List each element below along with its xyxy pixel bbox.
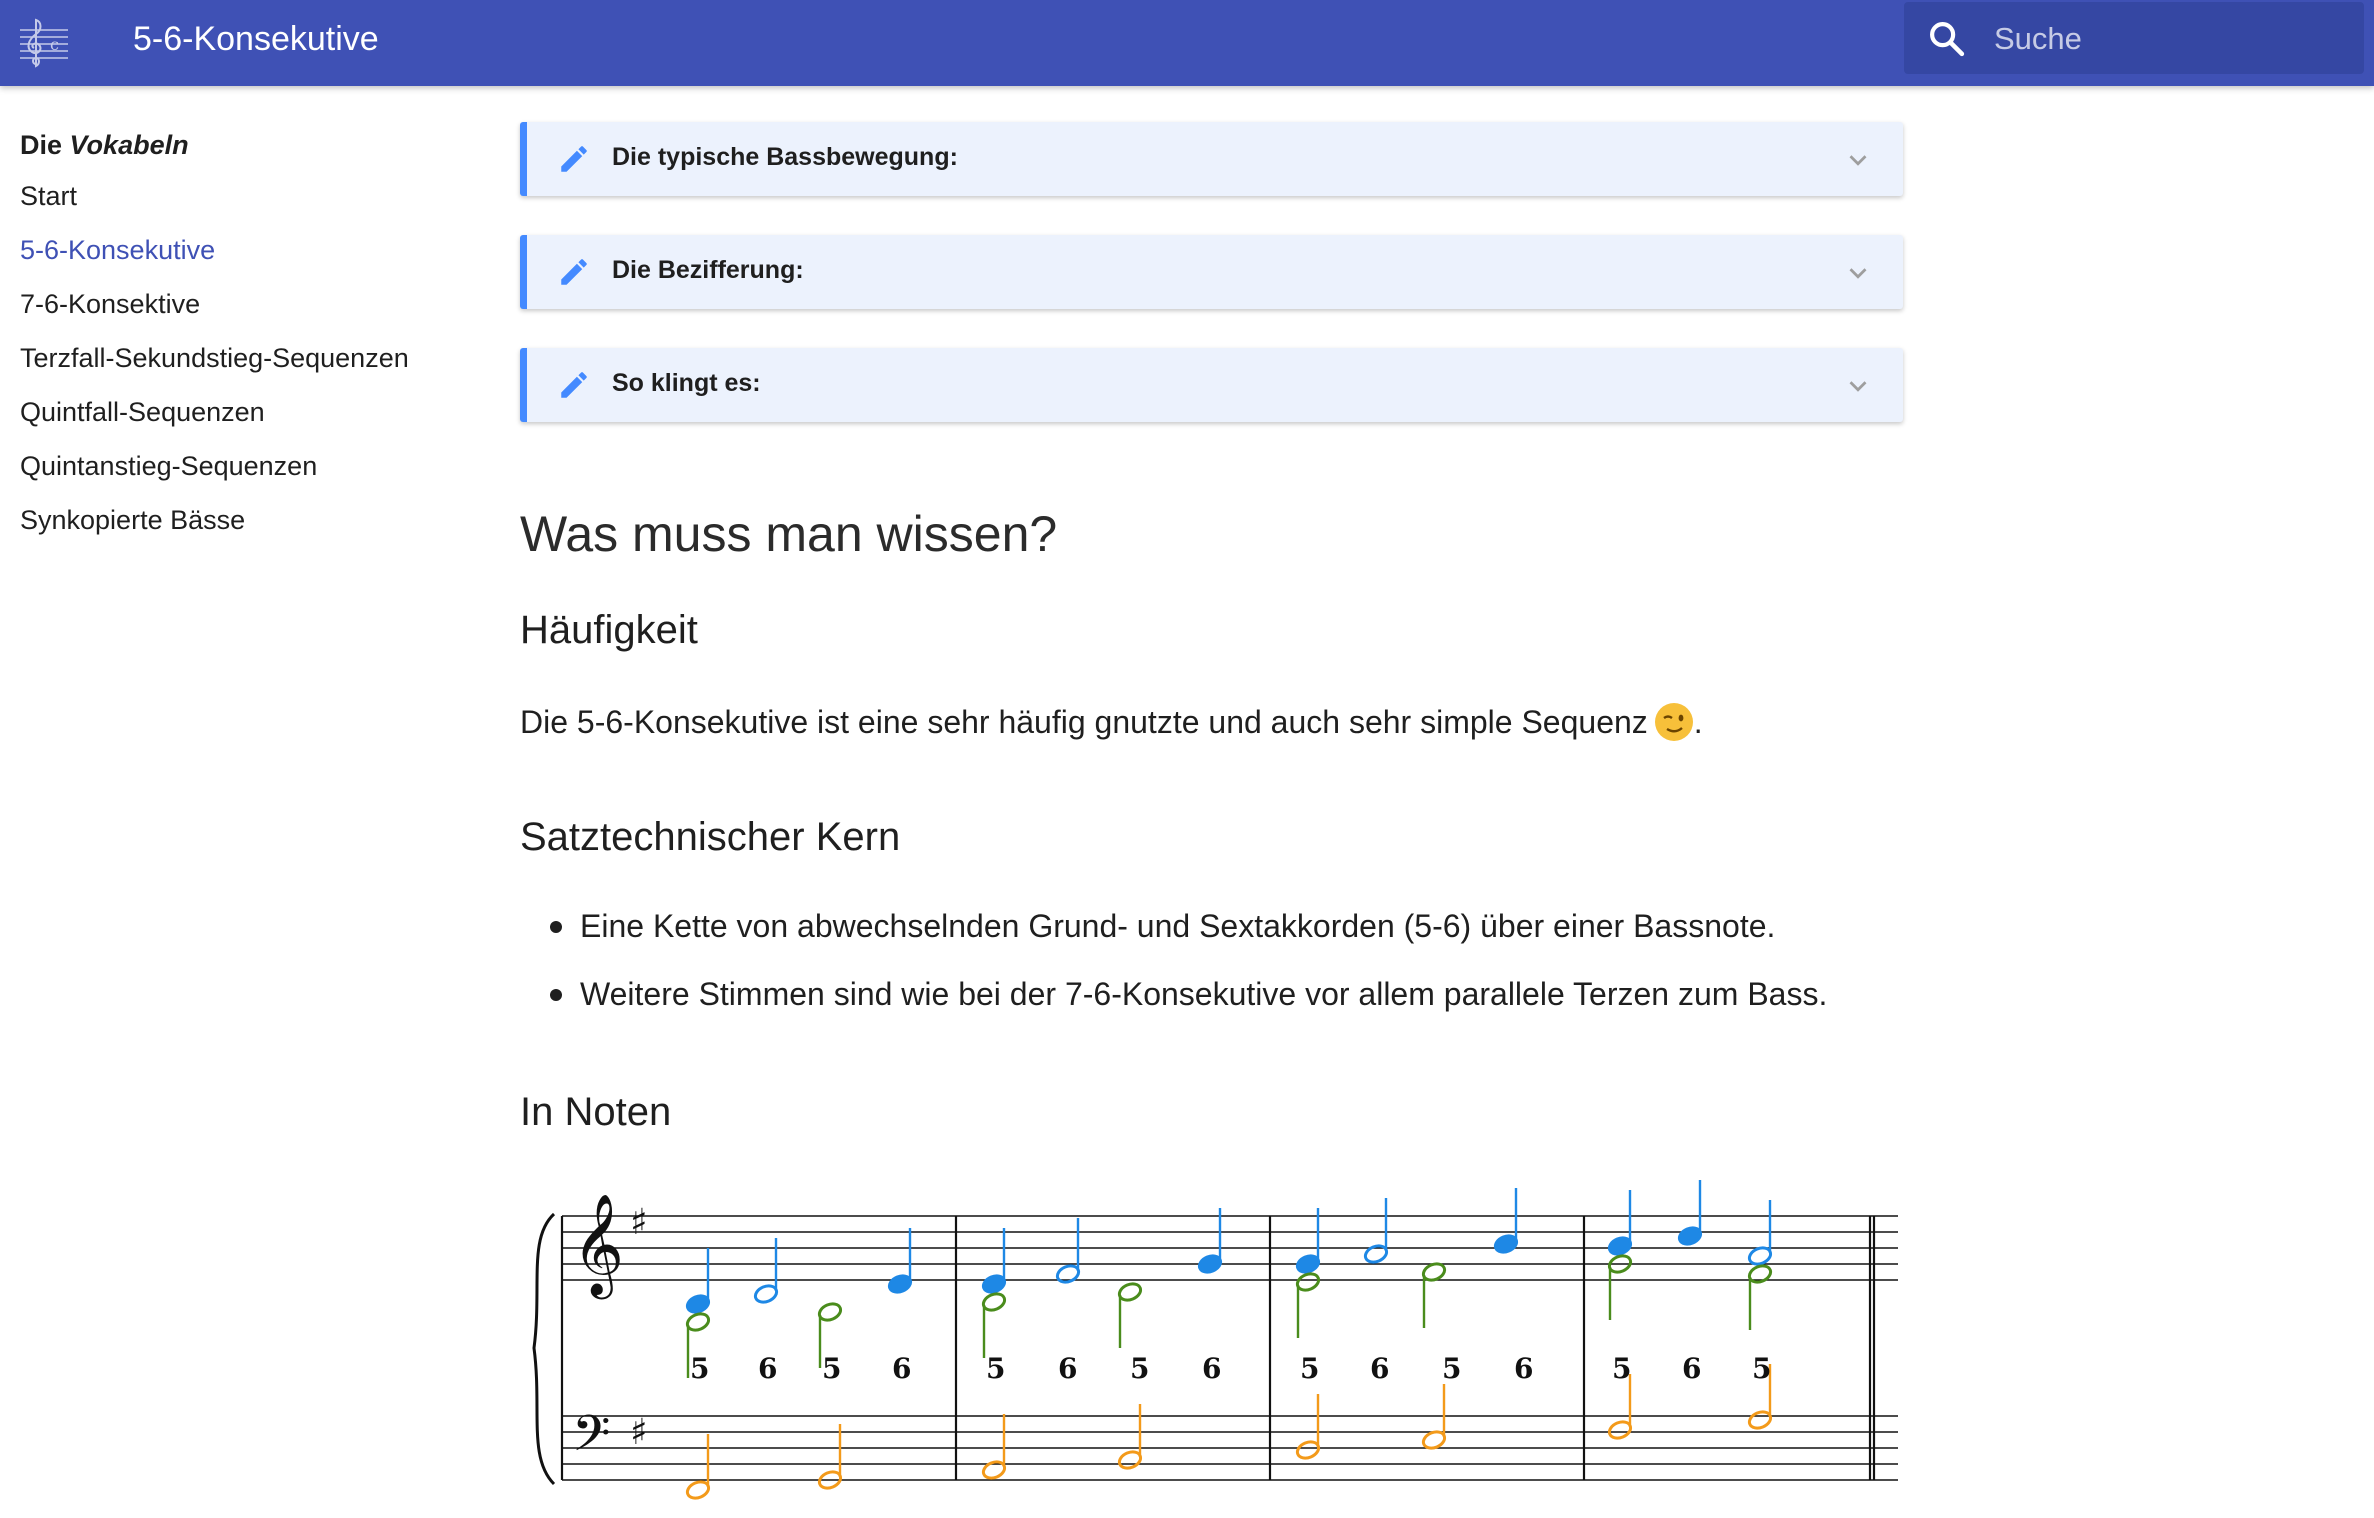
figured-bass-number: 5 — [822, 1352, 842, 1385]
score-notes — [685, 1180, 1773, 1501]
winking-face-icon — [1654, 702, 1694, 742]
nav-title-prefix: Die — [20, 130, 63, 160]
list-item-text: Eine Kette von abwechselnden Grund- und Sextakkorden (5-6) über einer Bassnote. — [580, 908, 1776, 944]
nav-title-emphasis: Vokabeln — [69, 130, 189, 160]
pencil-icon — [557, 368, 591, 402]
figured-bass-number: 6 — [1370, 1352, 1390, 1385]
paragraph — [520, 702, 1703, 742]
admonition-title: Die typische Bassbewegung: — [612, 143, 958, 171]
nav-item-terzfall-sekundstieg[interactable]: Terzfall-Sekundstieg-Sequenzen — [20, 343, 409, 373]
grand-staff-brace — [534, 1214, 554, 1484]
figured-bass-number: 6 — [758, 1352, 778, 1385]
pencil-icon — [557, 255, 591, 289]
music-score — [520, 1178, 1900, 1518]
nav-title — [20, 130, 480, 161]
collapsible-so-klingt-es[interactable] — [520, 348, 1903, 422]
figured-bass-number: 6 — [1202, 1352, 1222, 1385]
figured-bass-number: 5 — [1130, 1352, 1150, 1385]
nav-item-quintfall[interactable]: Quintfall-Sequenzen — [20, 397, 265, 427]
nav-item-5-6-konsekutive[interactable]: 5-6-Konsekutive — [20, 235, 216, 265]
list-item-text: Weitere Stimmen sind wie bei der 7-6-Konsekutive vor allem parallele Terzen zum Bass. — [580, 976, 1828, 1012]
bullet-dot — [550, 921, 562, 933]
primary-navigation — [20, 130, 480, 559]
key-signature-sharp-treble: ♯ — [630, 1202, 648, 1243]
section-heading-wissen: Was muss man wissen? — [520, 506, 1058, 562]
music-staff-logo-icon[interactable] — [18, 14, 70, 70]
figured-bass-number: 5 — [986, 1352, 1006, 1385]
pencil-icon — [557, 142, 591, 176]
figured-bass-number: 5 — [1442, 1352, 1462, 1385]
collapsible-bezifferung[interactable] — [520, 235, 1903, 309]
figured-bass-number: 5 — [1612, 1352, 1632, 1385]
figured-bass-number: 6 — [1514, 1352, 1534, 1385]
figured-bass-number: 5 — [690, 1352, 710, 1385]
figured-bass-number: 6 — [1682, 1352, 1702, 1385]
search-input[interactable] — [1992, 2, 2356, 76]
figured-bass-number: 6 — [1058, 1352, 1078, 1385]
search-icon[interactable] — [1926, 18, 1968, 60]
figured-bass-number: 5 — [1752, 1352, 1772, 1385]
page-title: 5-6-Konsekutive — [133, 20, 379, 58]
treble-clef-icon: 𝄞 — [572, 1192, 625, 1295]
nav-item-quintanstieg[interactable]: Quintanstieg-Sequenzen — [20, 451, 318, 481]
chevron-down-icon[interactable] — [1843, 145, 1873, 175]
score-staff-lines — [562, 1216, 1898, 1480]
nav-item-synkopierte-baesse[interactable]: Synkopierte Bässe — [20, 505, 246, 535]
figured-bass-number: 6 — [892, 1352, 912, 1385]
figured-bass-number: 5 — [1300, 1352, 1320, 1385]
chevron-down-icon[interactable] — [1843, 371, 1873, 401]
nav-item-start[interactable]: Start — [20, 181, 78, 211]
heading-satztechnischer-kern: Satztechnischer Kern — [520, 815, 901, 859]
top-bar — [0, 0, 2374, 86]
admonition-title: So klingt es: — [612, 369, 761, 397]
key-signature-sharp-bass: ♯ — [630, 1412, 648, 1453]
heading-haeufigkeit: Häufigkeit — [520, 608, 698, 652]
collapsible-bassbewegung[interactable] — [520, 122, 1903, 196]
nav-item-7-6-konsektive[interactable]: 7-6-Konsektive — [20, 289, 201, 319]
bass-clef-icon: 𝄢 — [572, 1405, 611, 1475]
heading-in-noten: In Noten — [520, 1090, 672, 1134]
chevron-down-icon[interactable] — [1843, 258, 1873, 288]
admonition-title: Die Bezifferung: — [612, 256, 804, 284]
paragraph-end: . — [1693, 704, 1703, 740]
paragraph-text: Die 5-6-Konsekutive ist eine sehr häufig gnutzte und auch sehr simple Sequenz — [520, 704, 1648, 740]
bullet-dot — [550, 989, 562, 1001]
figured-bass — [690, 1352, 1771, 1385]
svg-text:c: c — [50, 35, 59, 54]
search-box[interactable] — [1904, 2, 2364, 74]
